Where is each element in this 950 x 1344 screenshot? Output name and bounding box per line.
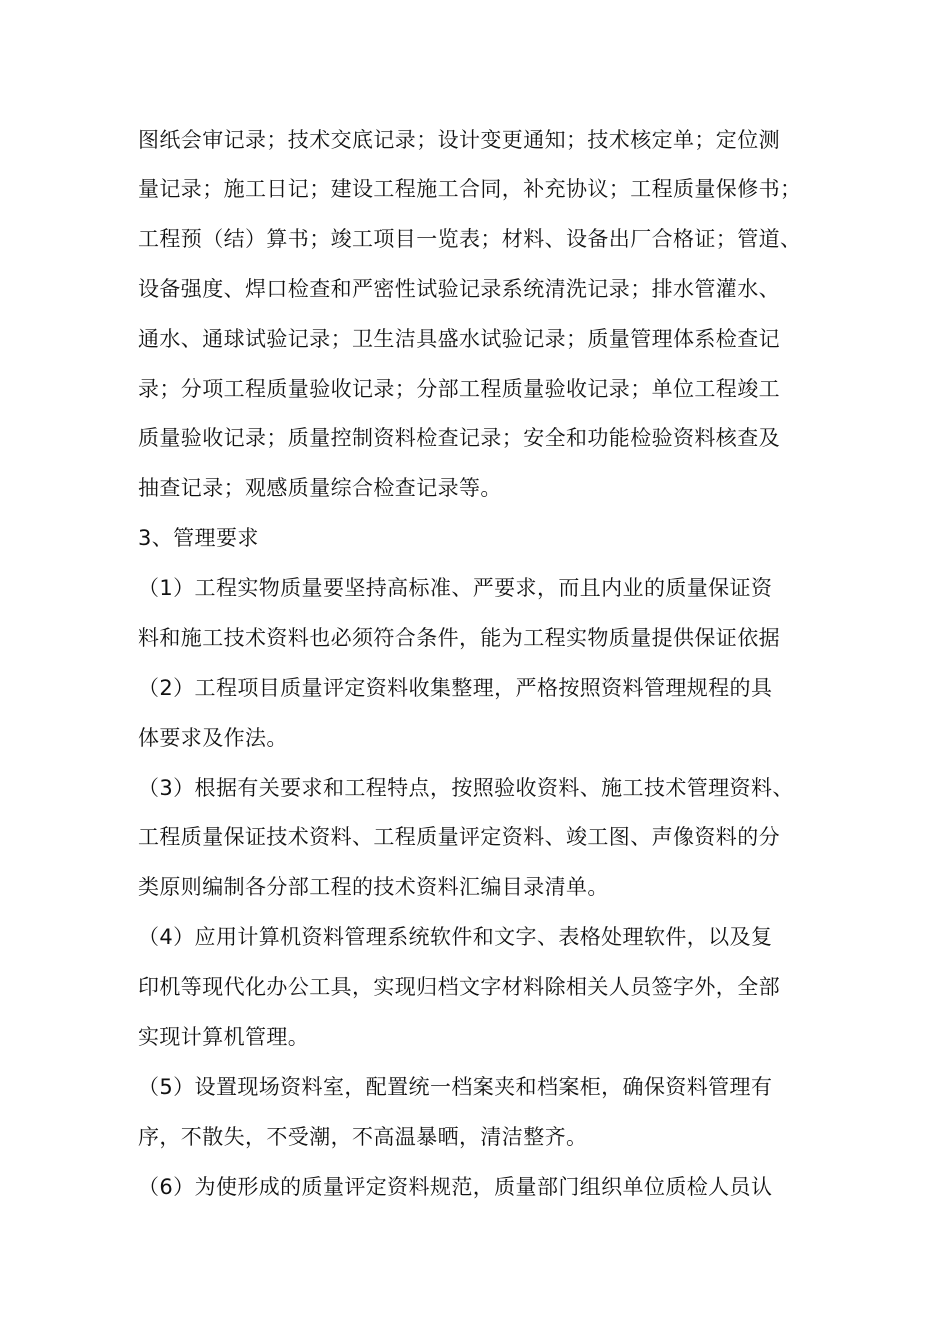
text-line-12: （2）工程项目质量评定资料收集整理，严格按照资料管理规程的具 [138,676,773,700]
text-line-15: 工程质量保证技术资料、工程质量评定资料、竣工图、声像资料的分 [138,825,780,849]
text-line-8: 抽查记录；观感质量综合检查记录等。 [138,476,502,500]
text-line-7: 质量验收记录；质量控制资料检查记录；安全和功能检验资料核查及 [138,426,780,450]
text-line-4: 设备强度、焊口检查和严密性试验记录系统清洗记录；排水管灌水、 [138,277,780,301]
text-line-13: 体要求及作法。 [138,726,288,750]
text-line-3: 工程预（结）算书；竣工项目一览表；材料、设备出厂合格证；管道、 [138,227,802,251]
text-line-19: 实现计算机管理。 [138,1025,310,1049]
text-line-5: 通水、通球试验记录；卫生洁具盛水试验记录；质量管理体系检查记 [138,327,780,351]
text-line-20: （5）设置现场资料室，配置统一档案夹和档案柜，确保资料管理有 [138,1075,773,1099]
text-line-6: 录；分项工程质量验收记录；分部工程质量验收记录；单位工程竣工 [138,377,780,401]
text-line-18: 印机等现代化办公工具，实现归档文字材料除相关人员签字外，全部 [138,975,780,999]
text-line-1: 图纸会审记录；技术交底记录；设计变更通知；技术核定单；定位测 [138,128,780,152]
text-line-10: （1）工程实物质量要坚持高标准、严要求，而且内业的质量保证资 [138,576,773,600]
text-line-17: （4）应用计算机资料管理系统软件和文字、表格处理软件，以及复 [138,925,773,949]
text-line-21: 序，不散失，不受潮，不高温暴晒，清洁整齐。 [138,1125,588,1149]
section-heading: 3、管理要求 [138,526,259,550]
text-line-14: （3）根据有关要求和工程特点，按照验收资料、施工技术管理资料、 [138,776,794,800]
text-line-22: （6）为使形成的质量评定资料规范，质量部门组织单位质检人员认 [138,1175,773,1199]
text-line-2: 量记录；施工日记；建设工程施工合同，补充协议；工程质量保修书； [138,177,802,201]
text-line-16: 类原则编制各分部工程的技术资料汇编目录清单。 [138,875,609,899]
text-line-11: 料和施工技术资料也必须符合条件，能为工程实物质量提供保证依据 [138,626,780,650]
